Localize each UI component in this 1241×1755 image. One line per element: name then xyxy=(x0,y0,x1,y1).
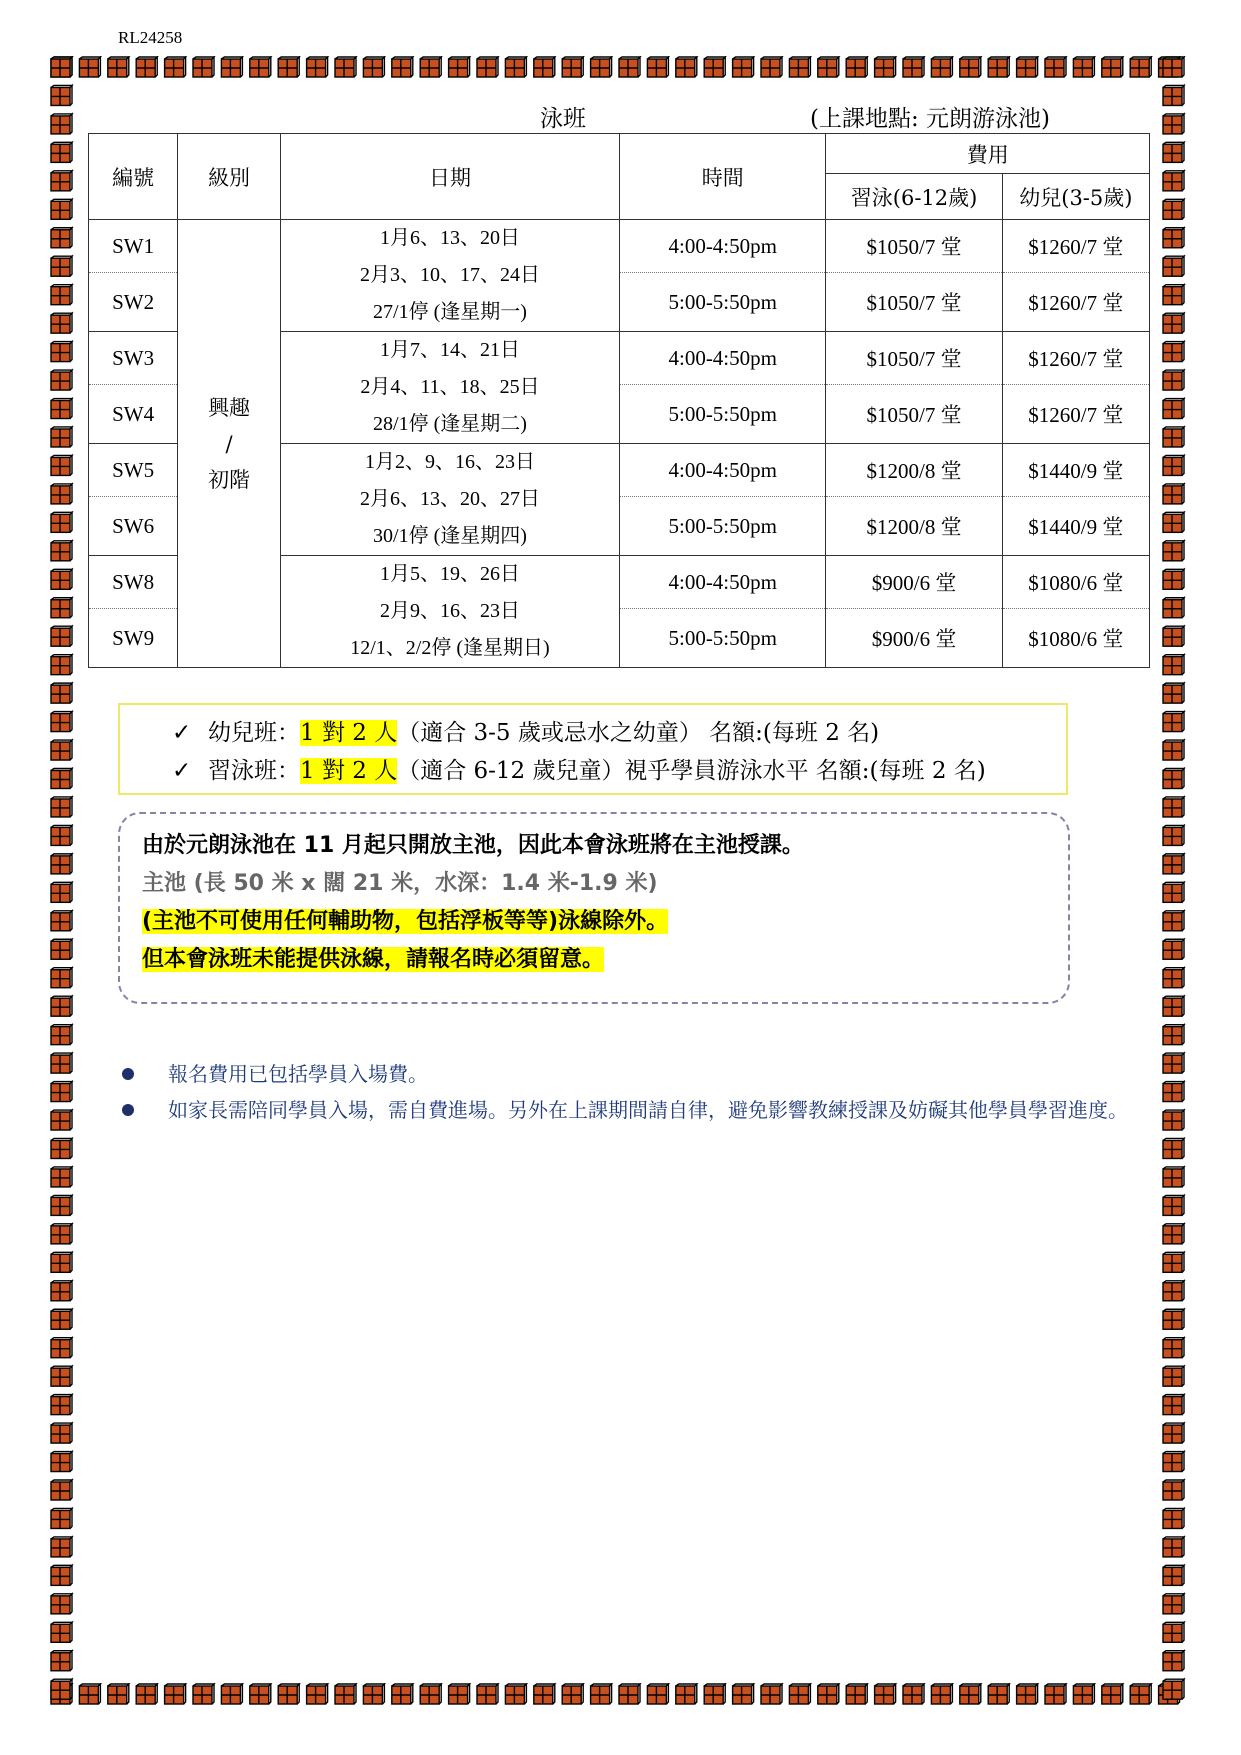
border-brick xyxy=(1102,57,1123,77)
border-brick xyxy=(51,1622,72,1642)
border-brick xyxy=(51,968,72,988)
border-brick xyxy=(562,57,583,77)
fee-child: $1440/9 堂 xyxy=(1002,497,1149,556)
border-brick xyxy=(51,939,72,959)
pool-notice-box xyxy=(118,812,1070,1004)
date-line: 2月4、11、18、25日 xyxy=(360,376,540,398)
date-line: 2月3、10、17、24日 xyxy=(359,264,540,286)
border-brick xyxy=(278,1684,299,1704)
border-brick xyxy=(1163,1395,1184,1415)
class-code: SW3 xyxy=(89,332,178,385)
border-brick xyxy=(477,57,498,77)
border-brick xyxy=(165,1684,186,1704)
border-brick xyxy=(619,1684,640,1704)
level-cell xyxy=(178,220,281,668)
border-brick xyxy=(335,57,356,77)
fee-child: $1440/9 堂 xyxy=(1002,444,1149,497)
note-highlight: 1 對 2 人 xyxy=(300,758,398,784)
border-brick xyxy=(818,57,839,77)
date-line: 1月2、9、16、23日 xyxy=(364,451,535,473)
border-brick xyxy=(875,57,896,77)
border-brick xyxy=(1163,1622,1184,1642)
border-brick xyxy=(51,484,72,504)
border-brick xyxy=(392,57,413,77)
border-brick xyxy=(1163,114,1184,134)
border-brick xyxy=(363,57,384,77)
check-icon: ✓ xyxy=(172,758,192,784)
border-brick xyxy=(420,1684,441,1704)
fee-learn: $900/6 堂 xyxy=(826,556,1002,609)
border-brick xyxy=(1163,797,1184,817)
fee-child: $1260/7 堂 xyxy=(1002,220,1149,273)
border-brick xyxy=(51,1679,72,1699)
level-line: 興趣 xyxy=(208,395,251,420)
border-brick xyxy=(1163,1110,1184,1130)
list-item-text: 如家長需陪同學員入場，需自費進場。另外在上課期間請自律，避免影響教練授課及妨礙其他學員學習進度。 xyxy=(168,1098,1128,1122)
border-brick xyxy=(363,1684,384,1704)
border-brick xyxy=(1163,1138,1184,1158)
border-brick xyxy=(51,57,72,77)
border-brick xyxy=(51,1224,72,1244)
border-brick xyxy=(1163,1252,1184,1272)
dates-cell xyxy=(280,556,619,668)
fee-child: $1080/6 堂 xyxy=(1002,609,1149,668)
border-brick xyxy=(1163,1025,1184,1045)
border-brick xyxy=(51,740,72,760)
border-brick xyxy=(51,313,72,333)
border-brick xyxy=(1163,598,1184,618)
border-brick xyxy=(704,57,725,77)
border-brick xyxy=(1163,1452,1184,1472)
border-brick xyxy=(221,1684,242,1704)
border-brick xyxy=(51,256,72,276)
fee-learn: $1200/8 堂 xyxy=(826,444,1002,497)
border-bottom xyxy=(50,1683,1186,1707)
border-brick xyxy=(1163,541,1184,561)
dates-cell xyxy=(280,220,619,332)
border-left xyxy=(50,56,74,1707)
border-brick xyxy=(988,1684,1009,1704)
border-brick xyxy=(1130,57,1151,77)
border-brick xyxy=(51,825,72,845)
border-brick xyxy=(875,1684,896,1704)
header-date: 日期 xyxy=(280,134,619,220)
class-time: 4:00-4:50pm xyxy=(620,332,826,385)
border-brick xyxy=(51,1252,72,1272)
border-brick xyxy=(51,1053,72,1073)
title-row xyxy=(88,100,1148,132)
border-brick xyxy=(562,1684,583,1704)
border-brick xyxy=(960,1684,981,1704)
border-top xyxy=(50,56,1186,80)
border-brick xyxy=(1163,1082,1184,1102)
list-item xyxy=(118,1058,1148,1090)
border-brick xyxy=(1163,968,1184,988)
class-time: 5:00-5:50pm xyxy=(620,385,826,444)
border-brick xyxy=(1163,1423,1184,1443)
date-line: 12/1、2/2停 (逢星期日) xyxy=(350,637,550,659)
border-brick xyxy=(789,1684,810,1704)
fee-learn: $1050/7 堂 xyxy=(826,385,1002,444)
border-brick xyxy=(51,1338,72,1358)
border-brick xyxy=(51,1138,72,1158)
border-brick xyxy=(818,1684,839,1704)
class-notes-box xyxy=(118,703,1068,795)
border-brick xyxy=(1163,1167,1184,1187)
border-brick xyxy=(79,57,100,77)
class-code: SW8 xyxy=(89,556,178,609)
header-time: 時間 xyxy=(620,134,826,220)
border-brick xyxy=(1073,1684,1094,1704)
header-fee: 費用 xyxy=(826,134,1150,174)
border-brick xyxy=(51,683,72,703)
border-brick xyxy=(51,285,72,305)
border-brick xyxy=(392,1684,413,1704)
border-brick xyxy=(1163,399,1184,419)
border-brick xyxy=(51,1110,72,1130)
border-brick xyxy=(1073,57,1094,77)
border-brick xyxy=(1163,427,1184,447)
fee-learn: $1050/7 堂 xyxy=(826,273,1002,332)
border-brick xyxy=(449,1684,470,1704)
border-brick xyxy=(1163,1309,1184,1329)
border-brick xyxy=(534,57,555,77)
border-brick xyxy=(846,57,867,77)
notice-line: 主池 (長 50 米 x 闊 21 米，水深：1.4 米-1.9 米) xyxy=(142,871,658,896)
date-line: 28/1停 (逢星期二) xyxy=(373,413,527,435)
border-brick xyxy=(51,882,72,902)
border-brick xyxy=(1045,1684,1066,1704)
fee-child: $1260/7 堂 xyxy=(1002,273,1149,332)
border-brick xyxy=(1163,313,1184,333)
list-item-text: 報名費用已包括學員入場費。 xyxy=(168,1062,428,1086)
border-brick xyxy=(1130,1684,1151,1704)
fee-child: $1080/6 堂 xyxy=(1002,556,1149,609)
border-brick xyxy=(51,1423,72,1443)
border-brick xyxy=(108,57,129,77)
note-prefix: 習泳班： xyxy=(208,758,300,784)
border-brick xyxy=(1163,712,1184,732)
border-brick xyxy=(1163,342,1184,362)
border-brick xyxy=(988,57,1009,77)
border-brick xyxy=(733,1684,754,1704)
border-brick xyxy=(846,1684,867,1704)
border-brick xyxy=(51,1195,72,1215)
border-brick xyxy=(51,1281,72,1301)
border-brick xyxy=(1163,1224,1184,1244)
border-brick xyxy=(1163,199,1184,219)
class-code: SW9 xyxy=(89,609,178,668)
border-brick xyxy=(903,57,924,77)
border-brick xyxy=(51,455,72,475)
border-brick xyxy=(1163,655,1184,675)
border-brick xyxy=(51,1167,72,1187)
border-brick xyxy=(591,1684,612,1704)
fee-learn: $1050/7 堂 xyxy=(826,332,1002,385)
border-brick xyxy=(51,1366,72,1386)
class-schedule-table xyxy=(88,133,1150,668)
notice-line: (主池不可使用任何輔助物，包括浮板等等)泳線除外。 xyxy=(142,909,669,934)
border-brick xyxy=(165,57,186,77)
border-brick xyxy=(903,1684,924,1704)
border-brick xyxy=(51,541,72,561)
border-brick xyxy=(1045,57,1066,77)
border-brick xyxy=(704,1684,725,1704)
border-brick xyxy=(1163,484,1184,504)
note-suffix: （適合 3-5 歲或忌水之幼童） 名額:(每班 2 名) xyxy=(397,720,880,746)
border-brick xyxy=(51,1452,72,1472)
border-brick xyxy=(1159,1684,1180,1704)
table-row xyxy=(89,220,1150,273)
border-brick xyxy=(51,427,72,447)
fee-child: $1260/7 堂 xyxy=(1002,385,1149,444)
border-brick xyxy=(1163,1565,1184,1585)
border-brick xyxy=(1102,1684,1123,1704)
border-brick xyxy=(1163,370,1184,390)
border-brick xyxy=(51,1309,72,1329)
border-brick xyxy=(51,797,72,817)
border-brick xyxy=(505,1684,526,1704)
header-code: 編號 xyxy=(89,134,178,220)
class-code: SW6 xyxy=(89,497,178,556)
border-brick xyxy=(51,1082,72,1102)
date-line: 1月6、13、20日 xyxy=(379,227,520,249)
notice-line-wrap xyxy=(142,942,604,973)
fee-learn: $1200/8 堂 xyxy=(826,497,1002,556)
border-brick xyxy=(1163,512,1184,532)
border-brick xyxy=(1163,1366,1184,1386)
class-time: 4:00-4:50pm xyxy=(620,556,826,609)
border-brick xyxy=(51,1684,72,1704)
list-item xyxy=(118,1094,1148,1126)
header-level: 級別 xyxy=(178,134,281,220)
border-brick xyxy=(931,57,952,77)
border-brick xyxy=(335,1684,356,1704)
border-right xyxy=(1162,56,1186,1707)
border-brick xyxy=(619,57,640,77)
border-brick xyxy=(1163,1594,1184,1614)
border-brick xyxy=(1163,769,1184,789)
border-brick xyxy=(591,57,612,77)
border-brick xyxy=(136,1684,157,1704)
level-line: / xyxy=(225,431,233,456)
border-brick xyxy=(193,57,214,77)
bullet-list xyxy=(118,1058,1148,1126)
check-icon: ✓ xyxy=(172,720,192,746)
border-brick xyxy=(307,57,328,77)
border-brick xyxy=(733,57,754,77)
class-time: 4:00-4:50pm xyxy=(620,444,826,497)
border-brick xyxy=(534,1684,555,1704)
header-fee-learn: 習泳(6-12歲) xyxy=(826,174,1002,220)
border-brick xyxy=(51,854,72,874)
border-brick xyxy=(1163,882,1184,902)
date-line: 2月9、16、23日 xyxy=(379,600,520,622)
border-brick xyxy=(51,911,72,931)
border-brick xyxy=(1163,939,1184,959)
border-brick xyxy=(51,199,72,219)
class-time: 5:00-5:50pm xyxy=(620,273,826,332)
border-brick xyxy=(1163,1508,1184,1528)
border-brick xyxy=(51,712,72,732)
border-brick xyxy=(1163,142,1184,162)
border-brick xyxy=(1163,1281,1184,1301)
border-brick xyxy=(51,655,72,675)
border-brick xyxy=(1163,569,1184,589)
border-brick xyxy=(761,57,782,77)
border-brick xyxy=(51,1537,72,1557)
date-line: 30/1停 (逢星期四) xyxy=(373,525,527,547)
border-brick xyxy=(449,57,470,77)
border-brick xyxy=(931,1684,952,1704)
notice-line: 但本會泳班未能提供泳線，請報名時必須留意。 xyxy=(142,947,605,972)
date-line: 1月7、14、21日 xyxy=(379,339,520,361)
border-brick xyxy=(51,1565,72,1585)
border-brick xyxy=(51,85,72,105)
border-brick xyxy=(193,1684,214,1704)
border-brick xyxy=(1163,1679,1184,1699)
border-brick xyxy=(676,1684,697,1704)
border-brick xyxy=(1163,626,1184,646)
border-brick xyxy=(761,1684,782,1704)
border-brick xyxy=(51,57,72,77)
border-brick xyxy=(51,370,72,390)
border-brick xyxy=(51,769,72,789)
class-time: 4:00-4:50pm xyxy=(620,220,826,273)
border-brick xyxy=(647,57,668,77)
fee-learn: $900/6 堂 xyxy=(826,609,1002,668)
border-brick xyxy=(79,1684,100,1704)
border-brick xyxy=(51,1395,72,1415)
border-brick xyxy=(51,1508,72,1528)
fee-child: $1260/7 堂 xyxy=(1002,332,1149,385)
border-brick xyxy=(51,996,72,1016)
date-line: 2月6、13、20、27日 xyxy=(359,488,540,510)
border-brick xyxy=(1163,1195,1184,1215)
border-brick xyxy=(51,114,72,134)
note-prefix: 幼兒班： xyxy=(208,720,300,746)
border-brick xyxy=(51,228,72,248)
border-brick xyxy=(278,57,299,77)
class-time: 5:00-5:50pm xyxy=(620,497,826,556)
notice-line-wrap xyxy=(142,904,668,935)
border-brick xyxy=(1163,854,1184,874)
note-child-class xyxy=(172,714,879,747)
border-brick xyxy=(51,1651,72,1671)
fee-learn: $1050/7 堂 xyxy=(826,220,1002,273)
border-brick xyxy=(307,1684,328,1704)
border-brick xyxy=(136,57,157,77)
note-suffix: （適合 6-12 歲兒童）視乎學員游泳水平 名額:(每班 2 名) xyxy=(397,758,986,784)
header-fee-child: 幼兒(3-5歲) xyxy=(1002,174,1149,220)
border-brick xyxy=(1163,1651,1184,1671)
class-time: 5:00-5:50pm xyxy=(620,609,826,668)
date-line: 1月5、19、26日 xyxy=(379,563,520,585)
dates-cell xyxy=(280,332,619,444)
note-highlight: 1 對 2 人 xyxy=(300,720,398,746)
bullet-icon xyxy=(122,1068,134,1080)
class-code: SW5 xyxy=(89,444,178,497)
border-brick xyxy=(1163,171,1184,191)
notice-line: 由於元朗泳池在 11 月起只開放主池，因此本會泳班將在主池授課。 xyxy=(142,833,804,858)
border-brick xyxy=(676,57,697,77)
border-brick xyxy=(51,342,72,362)
class-code: SW2 xyxy=(89,273,178,332)
note-swim-class xyxy=(172,752,986,785)
border-brick xyxy=(51,1025,72,1045)
border-brick xyxy=(1163,740,1184,760)
border-brick xyxy=(647,1684,668,1704)
border-brick xyxy=(1017,1684,1038,1704)
border-brick xyxy=(1163,455,1184,475)
border-brick xyxy=(420,57,441,77)
class-code: SW1 xyxy=(89,220,178,273)
border-brick xyxy=(1163,1537,1184,1557)
border-brick xyxy=(51,171,72,191)
border-brick xyxy=(51,399,72,419)
border-brick xyxy=(250,57,271,77)
dates-cell xyxy=(280,444,619,556)
border-brick xyxy=(1163,825,1184,845)
border-brick xyxy=(1163,996,1184,1016)
border-brick xyxy=(505,57,526,77)
border-brick xyxy=(250,1684,271,1704)
border-brick xyxy=(1163,1338,1184,1358)
border-brick xyxy=(108,1684,129,1704)
border-brick xyxy=(51,1480,72,1500)
document-id: RL24258 xyxy=(118,28,183,47)
date-line: 27/1停 (逢星期一) xyxy=(373,301,527,323)
border-brick xyxy=(51,598,72,618)
border-brick xyxy=(1163,57,1184,77)
class-code: SW4 xyxy=(89,385,178,444)
border-brick xyxy=(960,57,981,77)
border-brick xyxy=(1163,911,1184,931)
location-label: (上課地點: 元朗游泳池) xyxy=(810,106,1051,132)
bullet-icon xyxy=(122,1104,134,1116)
border-brick xyxy=(51,512,72,532)
border-brick xyxy=(1163,228,1184,248)
border-brick xyxy=(789,57,810,77)
border-brick xyxy=(51,569,72,589)
border-brick xyxy=(51,142,72,162)
page-title: 泳班 xyxy=(540,106,586,132)
level-line: 初階 xyxy=(208,467,251,492)
border-brick xyxy=(1017,57,1038,77)
border-brick xyxy=(1163,1480,1184,1500)
border-brick xyxy=(1163,85,1184,105)
border-brick xyxy=(1159,57,1180,77)
border-brick xyxy=(1163,256,1184,276)
border-brick xyxy=(1163,683,1184,703)
border-brick xyxy=(51,626,72,646)
border-brick xyxy=(51,1594,72,1614)
border-brick xyxy=(1163,1053,1184,1073)
border-brick xyxy=(477,1684,498,1704)
border-brick xyxy=(221,57,242,77)
border-brick xyxy=(1163,285,1184,305)
